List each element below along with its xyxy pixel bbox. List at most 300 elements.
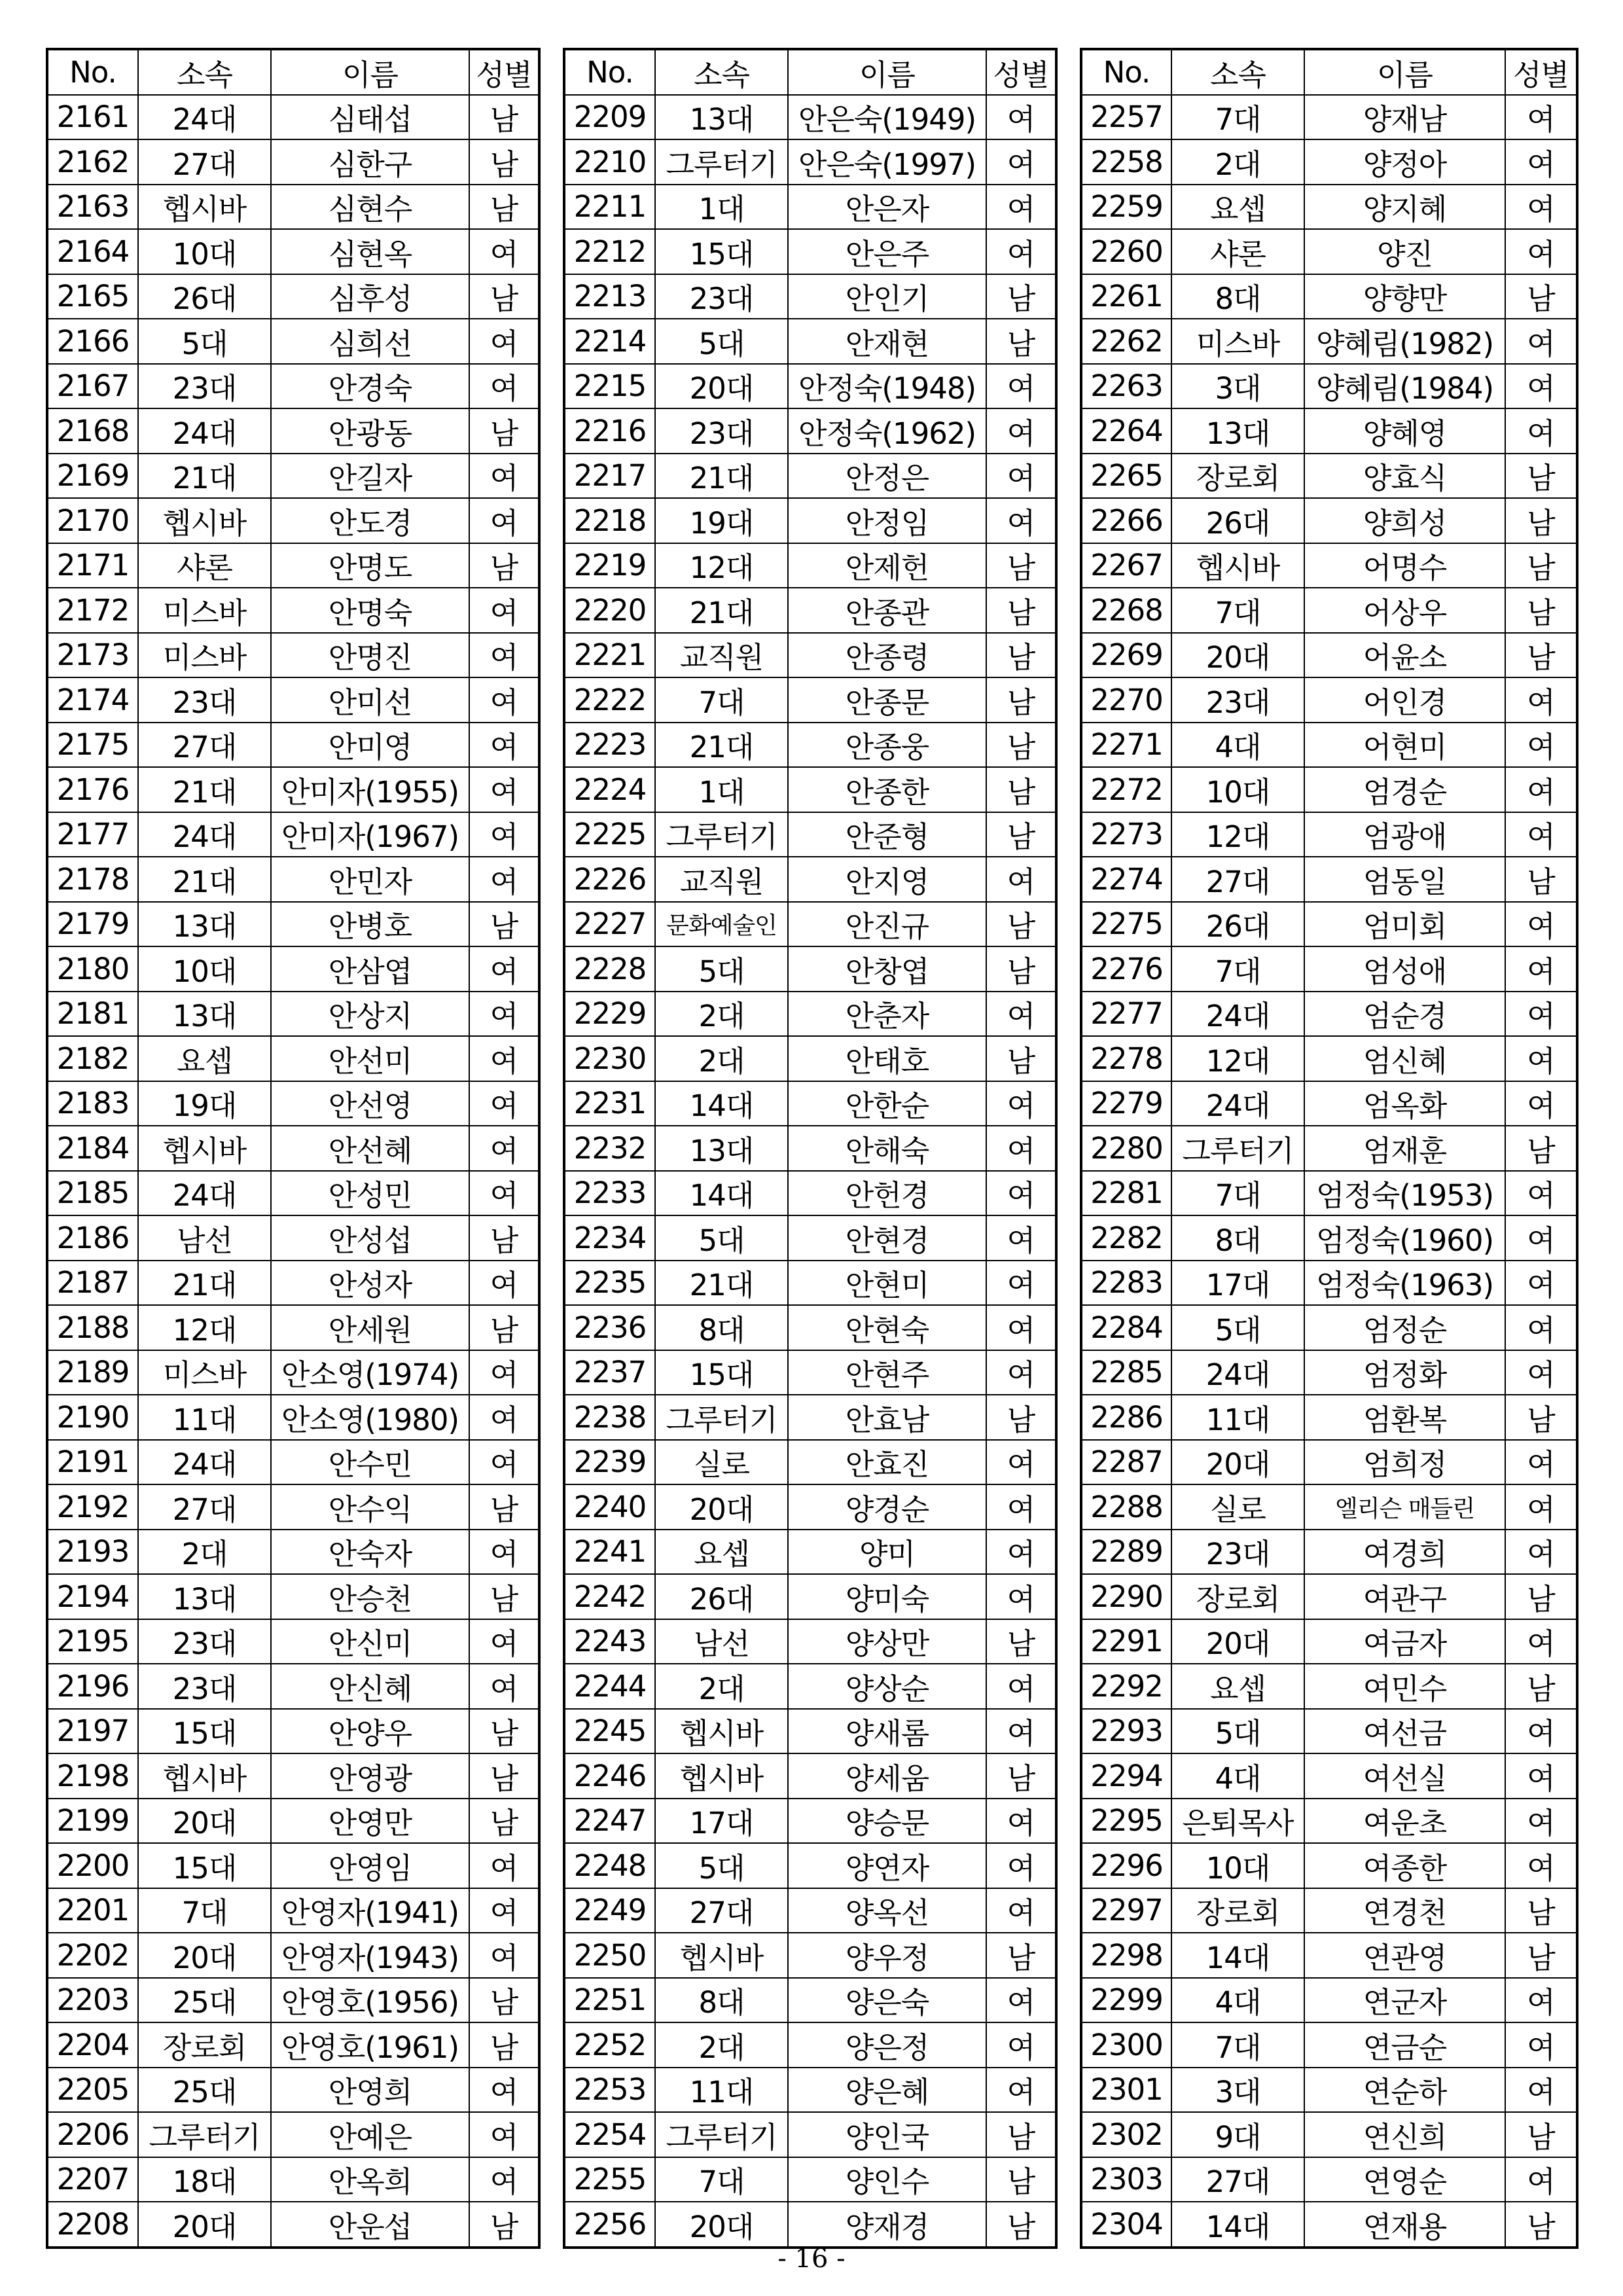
table-row xyxy=(1081,1933,1577,1978)
member-gender: 여 xyxy=(469,1664,539,1709)
table-row xyxy=(564,1978,1056,2023)
member-affiliation: 7대 xyxy=(1171,2022,1304,2068)
member-affiliation: 24대 xyxy=(1171,1081,1304,1126)
member-gender: 남 xyxy=(986,1753,1056,1799)
header-no: No. xyxy=(47,49,138,95)
table-row xyxy=(564,1171,1056,1216)
member-number: 2219 xyxy=(564,543,655,588)
member-name: 양미숙 xyxy=(788,1574,986,1619)
member-name: 엄경순 xyxy=(1304,767,1505,812)
member-affiliation: 7대 xyxy=(1171,946,1304,992)
member-affiliation: 21대 xyxy=(138,857,271,902)
member-number: 2286 xyxy=(1081,1395,1171,1440)
table-row xyxy=(564,812,1056,857)
table-row xyxy=(564,677,1056,723)
member-number: 2185 xyxy=(47,1171,138,1216)
member-number: 2186 xyxy=(47,1215,138,1261)
member-affiliation: 23대 xyxy=(138,1619,271,1664)
member-name: 안상지 xyxy=(271,992,469,1037)
table-row xyxy=(47,677,539,723)
member-number: 2168 xyxy=(47,408,138,454)
member-gender: 여 xyxy=(1505,1530,1577,1575)
member-number: 2261 xyxy=(1081,274,1171,319)
member-gender: 여 xyxy=(1505,1843,1577,1888)
member-gender: 남 xyxy=(1505,1888,1577,1933)
member-affiliation: 21대 xyxy=(138,454,271,499)
member-affiliation: 21대 xyxy=(655,1261,788,1306)
member-affiliation: 20대 xyxy=(655,364,788,409)
member-name: 여민수 xyxy=(1304,1664,1505,1709)
member-name: 안현미 xyxy=(788,1261,986,1306)
member-name: 안병호 xyxy=(271,902,469,947)
member-gender: 여 xyxy=(986,364,1056,409)
member-number: 2169 xyxy=(47,454,138,499)
header-name: 이름 xyxy=(1304,49,1505,95)
member-number: 2240 xyxy=(564,1484,655,1530)
member-number: 2292 xyxy=(1081,1664,1171,1709)
member-number: 2299 xyxy=(1081,1978,1171,2023)
member-name: 어현미 xyxy=(1304,723,1505,768)
member-affiliation: 남선 xyxy=(655,1619,788,1664)
member-affiliation: 4대 xyxy=(1171,1978,1304,2023)
table-row xyxy=(47,2022,539,2068)
table-row xyxy=(47,185,539,230)
member-affiliation: 12대 xyxy=(1171,812,1304,857)
member-affiliation: 실로 xyxy=(1171,1484,1304,1530)
member-name: 안정임 xyxy=(788,498,986,543)
table-row xyxy=(1081,1171,1577,1216)
member-gender: 남 xyxy=(986,946,1056,992)
member-number: 2260 xyxy=(1081,229,1171,274)
member-number: 2283 xyxy=(1081,1261,1171,1306)
member-number: 2177 xyxy=(47,812,138,857)
member-number: 2174 xyxy=(47,677,138,723)
table-row xyxy=(564,274,1056,319)
member-name: 심현옥 xyxy=(271,229,469,274)
member-name: 어인경 xyxy=(1304,677,1505,723)
table-row xyxy=(47,2068,539,2113)
member-affiliation: 헵시바 xyxy=(138,498,271,543)
member-name: 안제헌 xyxy=(788,543,986,588)
member-name: 안영자(1941) xyxy=(271,1888,469,1933)
table-row xyxy=(1081,185,1577,230)
member-affiliation: 그루터기 xyxy=(655,2112,788,2157)
member-affiliation: 27대 xyxy=(1171,2157,1304,2202)
member-gender: 여 xyxy=(986,1440,1056,1485)
member-affiliation: 15대 xyxy=(138,1843,271,1888)
member-name: 엄동일 xyxy=(1304,857,1505,902)
member-name: 연관영 xyxy=(1304,1933,1505,1978)
member-gender: 여 xyxy=(469,946,539,992)
member-gender: 남 xyxy=(1505,1664,1577,1709)
member-number: 2213 xyxy=(564,274,655,319)
member-affiliation: 12대 xyxy=(1171,1036,1304,1081)
member-number: 2206 xyxy=(47,2112,138,2157)
member-number: 2293 xyxy=(1081,1709,1171,1754)
member-name: 연군자 xyxy=(1304,1978,1505,2023)
member-gender: 여 xyxy=(469,1619,539,1664)
member-name: 엄옥화 xyxy=(1304,1081,1505,1126)
member-name: 안영호(1956) xyxy=(271,1978,469,2023)
table-row xyxy=(1081,588,1577,633)
member-gender: 여 xyxy=(469,1843,539,1888)
member-gender: 여 xyxy=(1505,1215,1577,1261)
table-row xyxy=(1081,1530,1577,1575)
member-affiliation: 그루터기 xyxy=(655,1395,788,1440)
table-row xyxy=(1081,677,1577,723)
table-row xyxy=(1081,633,1577,678)
member-number: 2246 xyxy=(564,1753,655,1799)
member-affiliation: 2대 xyxy=(655,1036,788,1081)
table-row xyxy=(564,2112,1056,2157)
member-name: 안지영 xyxy=(788,857,986,902)
table-row xyxy=(564,364,1056,409)
member-affiliation: 13대 xyxy=(138,902,271,947)
member-name: 안춘자 xyxy=(788,992,986,1037)
table-row xyxy=(47,454,539,499)
member-gender: 남 xyxy=(986,1036,1056,1081)
member-gender: 여 xyxy=(986,229,1056,274)
member-name: 안선미 xyxy=(271,1036,469,1081)
member-number: 2279 xyxy=(1081,1081,1171,1126)
member-affiliation: 23대 xyxy=(138,1664,271,1709)
member-affiliation: 17대 xyxy=(1171,1261,1304,1306)
table-row xyxy=(1081,857,1577,902)
page-number: - 16 - xyxy=(777,2244,846,2274)
member-name: 양재남 xyxy=(1304,95,1505,140)
member-gender: 여 xyxy=(986,1530,1056,1575)
member-gender: 여 xyxy=(469,767,539,812)
member-name: 안옥희 xyxy=(271,2157,469,2202)
member-number: 2234 xyxy=(564,1215,655,1261)
member-number: 2225 xyxy=(564,812,655,857)
member-affiliation: 21대 xyxy=(655,588,788,633)
member-number: 2302 xyxy=(1081,2112,1171,2157)
member-number: 2170 xyxy=(47,498,138,543)
member-gender: 여 xyxy=(1505,677,1577,723)
member-name: 안미자(1967) xyxy=(271,812,469,857)
table-row xyxy=(564,1215,1056,1261)
member-name: 여선실 xyxy=(1304,1753,1505,1799)
member-name: 어명수 xyxy=(1304,543,1505,588)
member-number: 2255 xyxy=(564,2157,655,2202)
table-row xyxy=(47,1215,539,1261)
member-number: 2264 xyxy=(1081,408,1171,454)
member-affiliation: 20대 xyxy=(1171,1619,1304,1664)
member-gender: 남 xyxy=(986,588,1056,633)
member-name: 심후성 xyxy=(271,274,469,319)
table-row xyxy=(47,364,539,409)
member-affiliation: 그루터기 xyxy=(138,2112,271,2157)
member-affiliation: 27대 xyxy=(138,1484,271,1530)
table-row xyxy=(1081,1305,1577,1350)
member-name: 안종관 xyxy=(788,588,986,633)
member-affiliation: 8대 xyxy=(655,1978,788,2023)
member-affiliation: 교직원 xyxy=(655,857,788,902)
member-name: 양향만 xyxy=(1304,274,1505,319)
member-number: 2274 xyxy=(1081,857,1171,902)
member-gender: 여 xyxy=(986,1709,1056,1754)
table-row xyxy=(564,319,1056,364)
member-name: 어상우 xyxy=(1304,588,1505,633)
member-name: 엄재훈 xyxy=(1304,1126,1505,1171)
member-number: 2250 xyxy=(564,1933,655,1978)
table-row xyxy=(564,1440,1056,1485)
table-row xyxy=(564,992,1056,1037)
member-gender: 남 xyxy=(469,95,539,140)
member-gender: 남 xyxy=(986,902,1056,947)
member-number: 2294 xyxy=(1081,1753,1171,1799)
member-name: 안창엽 xyxy=(788,946,986,992)
member-gender: 남 xyxy=(469,2022,539,2068)
table-header-row xyxy=(47,49,539,95)
member-gender: 여 xyxy=(986,1484,1056,1530)
member-gender: 여 xyxy=(986,1081,1056,1126)
member-name: 엄희정 xyxy=(1304,1440,1505,1485)
member-gender: 여 xyxy=(1505,1753,1577,1799)
member-affiliation: 8대 xyxy=(1171,1215,1304,1261)
member-number: 2285 xyxy=(1081,1350,1171,1395)
table-row xyxy=(1081,454,1577,499)
member-name: 엄신혜 xyxy=(1304,1036,1505,1081)
table-row xyxy=(1081,2112,1577,2157)
header-affiliation: 소속 xyxy=(138,49,271,95)
member-number: 2239 xyxy=(564,1440,655,1485)
member-number: 2212 xyxy=(564,229,655,274)
member-name: 안세원 xyxy=(271,1305,469,1350)
table-row xyxy=(47,946,539,992)
member-affiliation: 장로회 xyxy=(1171,454,1304,499)
member-name: 엄미회 xyxy=(1304,902,1505,947)
member-affiliation: 문화예술인 xyxy=(655,902,788,947)
member-affiliation: 11대 xyxy=(655,2068,788,2113)
table-row xyxy=(1081,812,1577,857)
member-name: 안성민 xyxy=(271,1171,469,1216)
member-gender: 여 xyxy=(1505,1171,1577,1216)
table-row xyxy=(47,1664,539,1709)
member-affiliation: 21대 xyxy=(655,723,788,768)
table-row xyxy=(1081,902,1577,947)
member-name: 엄정숙(1960) xyxy=(1304,1215,1505,1261)
member-number: 2295 xyxy=(1081,1799,1171,1844)
member-gender: 남 xyxy=(1505,1933,1577,1978)
member-gender: 여 xyxy=(986,992,1056,1037)
member-affiliation: 요셉 xyxy=(138,1036,271,1081)
member-name: 심태섭 xyxy=(271,95,469,140)
member-gender: 남 xyxy=(1505,274,1577,319)
member-affiliation: 10대 xyxy=(138,229,271,274)
member-gender: 여 xyxy=(469,1126,539,1171)
table-row xyxy=(1081,95,1577,140)
header-no: No. xyxy=(564,49,655,95)
table-row xyxy=(47,543,539,588)
member-gender: 여 xyxy=(469,319,539,364)
member-number: 2229 xyxy=(564,992,655,1037)
member-affiliation: 헵시바 xyxy=(138,1126,271,1171)
table-header-row xyxy=(1081,49,1577,95)
member-gender: 여 xyxy=(1505,2157,1577,2202)
table-row xyxy=(1081,1664,1577,1709)
table-row xyxy=(564,139,1056,185)
table-row xyxy=(564,1395,1056,1440)
member-number: 2245 xyxy=(564,1709,655,1754)
table-row xyxy=(1081,1395,1577,1440)
table-row xyxy=(564,1350,1056,1395)
member-number: 2262 xyxy=(1081,319,1171,364)
member-affiliation: 21대 xyxy=(138,767,271,812)
member-gender: 남 xyxy=(1505,1574,1577,1619)
member-gender: 남 xyxy=(469,1484,539,1530)
member-number: 2278 xyxy=(1081,1036,1171,1081)
member-name: 안선혜 xyxy=(271,1126,469,1171)
member-gender: 여 xyxy=(1505,1440,1577,1485)
roster-table-1 xyxy=(46,48,541,2249)
header-affiliation: 소속 xyxy=(655,49,788,95)
member-name: 양세움 xyxy=(788,1753,986,1799)
table-row xyxy=(564,902,1056,947)
table-row xyxy=(564,185,1056,230)
member-gender: 여 xyxy=(469,857,539,902)
member-affiliation: 12대 xyxy=(138,1305,271,1350)
member-name: 안종웅 xyxy=(788,723,986,768)
member-number: 2266 xyxy=(1081,498,1171,543)
member-number: 2237 xyxy=(564,1350,655,1395)
member-name: 안해숙 xyxy=(788,1126,986,1171)
member-gender: 여 xyxy=(469,454,539,499)
member-affiliation: 18대 xyxy=(138,2157,271,2202)
member-name: 안승천 xyxy=(271,1574,469,1619)
member-affiliation: 14대 xyxy=(1171,1933,1304,1978)
table-row xyxy=(47,1753,539,1799)
table-row xyxy=(47,1350,539,1395)
member-number: 2187 xyxy=(47,1261,138,1306)
member-name: 안종한 xyxy=(788,767,986,812)
member-affiliation: 13대 xyxy=(1171,408,1304,454)
member-name: 양재경 xyxy=(788,2202,986,2248)
table-row xyxy=(564,454,1056,499)
table-row xyxy=(564,1081,1056,1126)
member-gender: 남 xyxy=(1505,2202,1577,2248)
member-number: 2193 xyxy=(47,1530,138,1575)
member-number: 2172 xyxy=(47,588,138,633)
member-affiliation: 23대 xyxy=(138,364,271,409)
member-affiliation: 실로 xyxy=(655,1440,788,1485)
member-gender: 여 xyxy=(986,1664,1056,1709)
member-number: 2163 xyxy=(47,185,138,230)
member-gender: 여 xyxy=(1505,902,1577,947)
member-number: 2209 xyxy=(564,95,655,140)
member-affiliation: 헵시바 xyxy=(655,1933,788,1978)
member-affiliation: 7대 xyxy=(655,2157,788,2202)
member-name: 안광동 xyxy=(271,408,469,454)
member-gender: 여 xyxy=(1505,1081,1577,1126)
member-gender: 남 xyxy=(1505,588,1577,633)
table-row xyxy=(1081,1843,1577,1888)
member-affiliation: 5대 xyxy=(1171,1709,1304,1754)
table-row xyxy=(47,1530,539,1575)
member-number: 2200 xyxy=(47,1843,138,1888)
member-affiliation: 8대 xyxy=(1171,274,1304,319)
member-name: 양우정 xyxy=(788,1933,986,1978)
member-name: 안미선 xyxy=(271,677,469,723)
table-row xyxy=(1081,1619,1577,1664)
table-row xyxy=(564,1036,1056,1081)
member-gender: 여 xyxy=(469,2112,539,2157)
member-number: 2176 xyxy=(47,767,138,812)
member-gender: 남 xyxy=(469,1753,539,1799)
member-affiliation: 장로회 xyxy=(1171,1888,1304,1933)
member-gender: 여 xyxy=(1505,408,1577,454)
member-gender: 여 xyxy=(469,677,539,723)
member-name: 안수익 xyxy=(271,1484,469,1530)
member-affiliation: 4대 xyxy=(1171,1753,1304,1799)
member-affiliation: 헵시바 xyxy=(1171,543,1304,588)
member-number: 2272 xyxy=(1081,767,1171,812)
member-number: 2241 xyxy=(564,1530,655,1575)
member-affiliation: 27대 xyxy=(655,1888,788,1933)
table-row xyxy=(1081,319,1577,364)
member-affiliation: 20대 xyxy=(138,1799,271,1844)
member-name: 양승문 xyxy=(788,1799,986,1844)
member-affiliation: 24대 xyxy=(138,812,271,857)
member-name: 양옥선 xyxy=(788,1888,986,1933)
table-row xyxy=(564,1574,1056,1619)
table-row xyxy=(47,1261,539,1306)
member-affiliation: 7대 xyxy=(655,677,788,723)
member-number: 2243 xyxy=(564,1619,655,1664)
member-name: 안미자(1955) xyxy=(271,767,469,812)
member-name: 안영희 xyxy=(271,2068,469,2113)
member-affiliation: 23대 xyxy=(655,408,788,454)
member-affiliation: 요셉 xyxy=(1171,185,1304,230)
member-number: 2300 xyxy=(1081,2022,1171,2068)
member-name: 양상순 xyxy=(788,1664,986,1709)
member-name: 연금순 xyxy=(1304,2022,1505,2068)
table-row xyxy=(1081,139,1577,185)
member-number: 2196 xyxy=(47,1664,138,1709)
table-row xyxy=(1081,364,1577,409)
member-affiliation: 20대 xyxy=(1171,633,1304,678)
member-number: 2179 xyxy=(47,902,138,947)
member-gender: 여 xyxy=(1505,229,1577,274)
member-affiliation: 5대 xyxy=(655,319,788,364)
member-name: 엄성애 xyxy=(1304,946,1505,992)
member-gender: 여 xyxy=(469,498,539,543)
member-name: 엄환복 xyxy=(1304,1395,1505,1440)
member-number: 2192 xyxy=(47,1484,138,1530)
member-gender: 여 xyxy=(1505,2068,1577,2113)
member-name: 안소영(1974) xyxy=(271,1350,469,1395)
member-gender: 여 xyxy=(469,723,539,768)
member-name: 안은주 xyxy=(788,229,986,274)
member-gender: 여 xyxy=(986,1843,1056,1888)
table-row xyxy=(47,1305,539,1350)
table-row xyxy=(47,1933,539,1978)
member-name: 안효남 xyxy=(788,1395,986,1440)
member-gender: 여 xyxy=(986,1261,1056,1306)
member-affiliation: 14대 xyxy=(655,1171,788,1216)
member-affiliation: 26대 xyxy=(138,274,271,319)
member-name: 여관구 xyxy=(1304,1574,1505,1619)
member-gender: 남 xyxy=(469,1574,539,1619)
member-gender: 여 xyxy=(469,992,539,1037)
table-row xyxy=(47,633,539,678)
member-gender: 남 xyxy=(986,319,1056,364)
table-row xyxy=(47,1036,539,1081)
member-gender: 여 xyxy=(986,1171,1056,1216)
member-name: 양새롬 xyxy=(788,1709,986,1754)
member-gender: 여 xyxy=(469,812,539,857)
